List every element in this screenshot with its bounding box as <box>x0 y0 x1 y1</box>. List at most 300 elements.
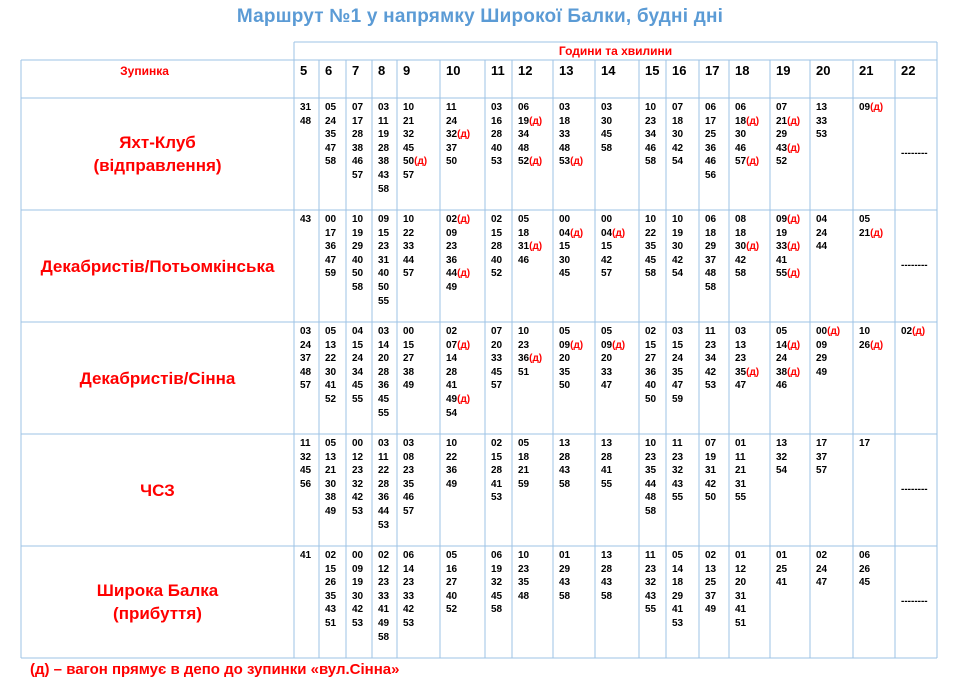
departure-cell <box>859 213 883 240</box>
departure-minute: 15 <box>559 241 571 253</box>
departure-cell <box>735 437 746 505</box>
departure-minute: 33 <box>491 353 503 365</box>
departure-minute: 37 <box>705 254 717 266</box>
departure-minute: 21 <box>325 465 337 477</box>
departure-minute: 19 <box>705 451 717 463</box>
departure-minute: 23 <box>705 339 717 351</box>
departure-minute <box>446 213 470 227</box>
departure-minute <box>446 128 470 142</box>
departure-cell <box>559 549 570 603</box>
departure-minute: 05 <box>601 326 613 337</box>
minute-value: 44 <box>446 268 458 280</box>
departure-minute: 27 <box>446 577 458 589</box>
hour-header-5: 5 <box>300 63 308 78</box>
departure-minute: 25 <box>776 563 788 575</box>
departure-minute: 43 <box>378 169 390 181</box>
departure-minute: 02 <box>816 550 828 561</box>
departure-minute: 58 <box>645 268 657 280</box>
departure-minute: 02 <box>378 550 390 561</box>
departure-minute: 10 <box>859 326 871 337</box>
depot-marker: (д) <box>529 353 543 365</box>
departure-minute: 34 <box>705 353 717 365</box>
departure-cell <box>645 325 656 407</box>
departure-cell <box>518 437 529 491</box>
departure-cell <box>325 437 336 519</box>
departure-minute <box>901 325 925 339</box>
departure-minute: 32 <box>352 478 364 490</box>
departure-minute: 07 <box>672 102 684 113</box>
departure-minute: 40 <box>378 268 390 280</box>
departure-minute: 15 <box>352 339 364 351</box>
departure-minute: 48 <box>705 268 717 280</box>
depot-marker: (д) <box>787 241 801 253</box>
departure-minute: 46 <box>352 156 364 168</box>
departure-minute: 23 <box>645 115 657 127</box>
departure-minute: 37 <box>705 590 717 602</box>
departure-minute: 26 <box>859 563 871 575</box>
departure-minute: 15 <box>672 339 684 351</box>
departure-minute: 02 <box>325 550 337 561</box>
departure-minute: 58 <box>601 590 613 602</box>
departure-minute: 42 <box>705 366 717 378</box>
departure-minute <box>859 339 883 353</box>
departure-minute: 19 <box>672 227 684 239</box>
minute-value: 38 <box>776 366 788 378</box>
departure-cell <box>352 213 363 295</box>
departure-cell <box>645 101 656 169</box>
departure-minute: 49 <box>446 478 458 490</box>
departure-minute: 02 <box>491 438 503 449</box>
departure-minute: 05 <box>559 326 571 337</box>
departure-minute: 58 <box>325 156 337 168</box>
departure-minute: 51 <box>325 617 337 629</box>
departure-cell <box>705 101 716 183</box>
departure-minute <box>518 240 542 254</box>
departure-minute: 29 <box>352 241 364 253</box>
depot-marker: (д) <box>870 227 884 239</box>
departure-cell <box>403 325 414 393</box>
departure-minute: 48 <box>300 115 312 127</box>
departure-minute: 57 <box>352 169 364 181</box>
hour-header-12: 12 <box>518 63 533 78</box>
departure-cell <box>352 437 363 519</box>
departure-minute: 55 <box>672 492 684 504</box>
departure-minute: 13 <box>559 438 571 449</box>
departure-minute: 03 <box>559 102 571 113</box>
departure-minute <box>859 227 883 241</box>
empty-cell-marker: -------- <box>901 596 928 607</box>
depot-marker: (д) <box>746 241 760 253</box>
departure-minute: 28 <box>378 142 390 154</box>
departure-minute: 20 <box>601 353 613 365</box>
departure-minute: 10 <box>645 214 657 225</box>
departure-minute: 20 <box>735 577 747 589</box>
departure-minute: 22 <box>403 227 415 239</box>
departure-minute: 57 <box>491 380 503 392</box>
departure-minute: 21 <box>403 115 415 127</box>
departure-minute: 14 <box>672 563 684 575</box>
departure-minute: 09 <box>378 214 390 225</box>
departure-minute: 01 <box>735 438 747 449</box>
departure-cell <box>491 437 502 505</box>
departure-minute: 13 <box>816 102 828 113</box>
departure-cell <box>816 437 827 478</box>
departure-minute: 44 <box>403 254 415 266</box>
depot-marker: (д) <box>457 268 471 280</box>
departure-minute: 42 <box>403 604 415 616</box>
hour-header-14: 14 <box>601 63 616 78</box>
departure-minute: 07 <box>491 326 503 337</box>
depot-marker: (д) <box>827 326 841 337</box>
departure-cell <box>735 325 759 393</box>
departure-minute: 59 <box>325 268 337 280</box>
departure-minute: 45 <box>491 590 503 602</box>
departure-minute: 57 <box>403 169 415 181</box>
departure-minute: 30 <box>672 129 684 141</box>
departure-minute: 05 <box>325 438 337 449</box>
departure-minute <box>518 352 542 366</box>
departure-minute: 23 <box>645 451 657 463</box>
departure-cell <box>645 549 656 617</box>
departure-minute: 41 <box>491 478 503 490</box>
departure-minute: 53 <box>491 156 503 168</box>
departure-cell <box>403 549 414 631</box>
departure-minute: 06 <box>705 214 717 225</box>
minute-value: 53 <box>559 156 571 168</box>
hour-header-21: 21 <box>859 63 874 78</box>
departure-minute: 23 <box>518 563 530 575</box>
departure-minute: 46 <box>776 380 788 392</box>
departure-minute <box>601 339 625 353</box>
departure-minute: 23 <box>672 451 684 463</box>
departure-minute: 29 <box>672 590 684 602</box>
departure-cell <box>378 213 389 308</box>
departure-minute: 03 <box>491 102 503 113</box>
departure-minute: 47 <box>672 380 684 392</box>
departure-minute: 33 <box>403 241 415 253</box>
departure-minute: 40 <box>491 254 503 266</box>
departure-minute: 57 <box>601 268 613 280</box>
departure-cell <box>601 437 612 491</box>
departure-cell <box>378 549 389 644</box>
departure-cell <box>672 213 683 281</box>
depot-marker: (д) <box>570 339 584 351</box>
departure-minute: 42 <box>352 604 364 616</box>
departure-minute: 24 <box>672 353 684 365</box>
departure-minute: 53 <box>403 617 415 629</box>
departure-minute: 35 <box>518 577 530 589</box>
departure-minute: 32 <box>776 451 788 463</box>
departure-cell <box>491 101 502 169</box>
departure-minute: 19 <box>352 227 364 239</box>
departure-minute: 28 <box>352 129 364 141</box>
departure-minute: 47 <box>735 380 747 392</box>
departure-minute: 15 <box>491 451 503 463</box>
departure-minute: 17 <box>705 115 717 127</box>
departure-cell <box>901 325 925 339</box>
departure-cell <box>601 325 625 393</box>
departure-cell <box>859 437 870 451</box>
departure-minute: 31 <box>735 590 747 602</box>
departure-minute: 58 <box>559 478 571 490</box>
departure-minute: 53 <box>352 505 364 517</box>
departure-minute: 19 <box>378 129 390 141</box>
departure-minute: 48 <box>559 142 571 154</box>
departure-minute: 41 <box>735 604 747 616</box>
departure-minute: 43 <box>672 478 684 490</box>
departure-minute: 46 <box>735 142 747 154</box>
departure-minute: 58 <box>352 281 364 293</box>
departure-minute: 56 <box>300 478 312 490</box>
minute-value: 30 <box>735 241 747 253</box>
departure-minute: 30 <box>559 254 571 266</box>
departure-minute: 59 <box>518 478 530 490</box>
departure-minute <box>559 155 583 169</box>
stop-name-line: Широка Балка <box>96 581 219 600</box>
departure-minute: 42 <box>672 254 684 266</box>
hour-header-13: 13 <box>559 63 574 78</box>
departure-minute: 22 <box>325 353 337 365</box>
departure-minute: 33 <box>403 590 415 602</box>
departure-minute: 13 <box>735 339 747 351</box>
departure-minute: 45 <box>403 142 415 154</box>
departure-minute: 16 <box>446 563 458 575</box>
departure-minute: 30 <box>352 590 364 602</box>
departure-minute: 53 <box>378 519 390 531</box>
minute-value: 49 <box>446 393 458 405</box>
departure-cell <box>300 549 311 563</box>
minute-value: 43 <box>776 142 788 154</box>
departure-cell <box>672 437 683 505</box>
departure-minute: 43 <box>300 214 312 225</box>
minute-value: 35 <box>735 366 747 378</box>
depot-marker: (д) <box>912 326 926 337</box>
departure-minute: 21 <box>735 465 747 477</box>
departure-minute: 55 <box>352 393 364 405</box>
departure-minute: 03 <box>378 102 390 113</box>
departure-minute: 18 <box>518 451 530 463</box>
departure-minute: 28 <box>491 129 503 141</box>
departure-minute: 58 <box>645 156 657 168</box>
depot-marker: (д) <box>787 268 801 280</box>
departure-minute: 05 <box>518 438 530 449</box>
departure-minute: 55 <box>735 492 747 504</box>
departure-minute: 15 <box>403 339 415 351</box>
departure-minute: 31 <box>705 465 717 477</box>
departure-minute: 14 <box>446 353 458 365</box>
departure-minute: 05 <box>325 326 337 337</box>
departure-cell <box>601 101 612 155</box>
departure-minute <box>446 339 470 353</box>
departure-minute: 55 <box>601 478 613 490</box>
departure-minute: 28 <box>601 451 613 463</box>
departure-minute: 02 <box>645 326 657 337</box>
hour-header-8: 8 <box>378 63 386 78</box>
departure-cell <box>518 325 542 379</box>
departure-minute: 10 <box>518 326 530 337</box>
departure-minute: 18 <box>672 115 684 127</box>
depot-marker: (д) <box>457 393 471 405</box>
minute-value: 19 <box>518 115 530 127</box>
departure-minute: 50 <box>559 380 571 392</box>
departure-minute: 00 <box>601 214 613 225</box>
departure-minute: 35 <box>645 465 657 477</box>
departure-minute: 52 <box>325 393 337 405</box>
departure-cell <box>446 213 470 295</box>
departure-minute: 11 <box>378 115 389 127</box>
departure-cell <box>300 101 311 128</box>
departure-cell <box>446 549 457 617</box>
departure-cell <box>300 213 311 227</box>
departure-minute: 58 <box>645 505 657 517</box>
departure-minute: 29 <box>816 353 828 365</box>
departure-cell <box>705 213 716 295</box>
departure-cell <box>378 101 389 196</box>
empty-cell-marker: -------- <box>901 148 928 159</box>
departure-minute: 13 <box>325 451 337 463</box>
minute-value: 55 <box>776 268 788 280</box>
departure-cell <box>816 325 840 379</box>
departure-minute: 58 <box>378 183 390 195</box>
departure-minute: 49 <box>325 505 337 517</box>
departure-cell <box>776 213 800 281</box>
departure-minute: 04 <box>352 326 364 337</box>
depot-marker: (д) <box>870 339 884 351</box>
departure-minute <box>559 227 583 241</box>
departure-minute: 13 <box>601 550 613 561</box>
departure-cell <box>352 549 363 631</box>
hour-header-11: 11 <box>491 63 505 78</box>
minute-value: 02 <box>446 214 458 225</box>
minute-value: 00 <box>816 326 828 337</box>
departure-minute: 32 <box>672 465 684 477</box>
departure-cell <box>776 101 800 169</box>
stop-name-line: ЧСЗ <box>140 480 175 500</box>
departure-minute: 15 <box>378 227 390 239</box>
departure-minute: 34 <box>645 129 657 141</box>
departure-minute: 24 <box>816 563 828 575</box>
stop-name <box>21 131 294 177</box>
departure-minute: 36 <box>645 366 657 378</box>
departure-minute <box>776 339 800 353</box>
departure-minute <box>816 325 840 339</box>
departure-cell <box>491 325 502 393</box>
departure-minute: 58 <box>705 281 717 293</box>
departure-minute: 00 <box>352 438 364 449</box>
departure-minute: 33 <box>601 366 613 378</box>
departure-minute: 11 <box>300 438 311 449</box>
departure-minute <box>735 115 759 129</box>
departure-minute: 47 <box>325 254 337 266</box>
departure-minute: 09 <box>446 227 458 239</box>
departure-cell <box>672 325 683 407</box>
departure-minute <box>446 267 470 281</box>
departure-minute: 23 <box>378 577 390 589</box>
minute-value: 33 <box>776 241 788 253</box>
departure-minute: 17 <box>859 438 871 449</box>
departure-minute: 58 <box>559 590 571 602</box>
empty-cell-marker: -------- <box>901 260 928 271</box>
minute-value: 57 <box>735 156 747 168</box>
departure-minute: 11 <box>378 451 389 463</box>
stop-column-header: Зупинка <box>120 64 169 78</box>
departure-minute: 48 <box>645 492 657 504</box>
departure-minute: 45 <box>601 129 613 141</box>
departure-minute: 16 <box>491 115 503 127</box>
departure-minute: 43 <box>645 590 657 602</box>
departure-minute: 36 <box>378 380 390 392</box>
departure-minute: 31 <box>735 478 747 490</box>
departure-minute: 20 <box>559 353 571 365</box>
departure-minute: 57 <box>403 505 415 517</box>
minute-value: 32 <box>446 129 458 141</box>
departure-minute: 47 <box>325 142 337 154</box>
departure-minute: 58 <box>491 604 503 616</box>
departure-cell <box>446 325 470 420</box>
departure-cell <box>645 437 656 519</box>
departure-minute: 41 <box>325 380 337 392</box>
departure-minute: 19 <box>776 227 788 239</box>
depot-marker: (д) <box>746 366 760 378</box>
departure-minute: 45 <box>491 366 503 378</box>
stop-name-line: Декабристів/Потьомкінська <box>40 256 275 276</box>
departure-minute: 57 <box>816 465 828 477</box>
departure-minute: 06 <box>491 550 503 561</box>
departure-minute: 23 <box>518 339 530 351</box>
hour-header-18: 18 <box>735 63 750 78</box>
departure-minute: 46 <box>645 142 657 154</box>
departure-minute: 28 <box>446 366 458 378</box>
departure-minute: 47 <box>601 380 613 392</box>
departure-minute: 33 <box>816 115 828 127</box>
departure-cell <box>491 213 502 281</box>
stop-name <box>21 367 294 390</box>
departure-minute: 48 <box>518 142 530 154</box>
departure-cell <box>776 437 787 478</box>
departure-minute: 51 <box>735 617 747 629</box>
departure-cell <box>325 549 336 631</box>
departure-minute: 12 <box>735 563 747 575</box>
departure-minute <box>601 227 625 241</box>
departure-minute: 00 <box>559 214 571 225</box>
hour-header-19: 19 <box>776 63 791 78</box>
depot-marker: (д) <box>787 366 801 378</box>
depot-marker: (д) <box>570 156 584 168</box>
departure-minute: 42 <box>672 142 684 154</box>
departure-cell <box>559 213 583 281</box>
depot-marker: (д) <box>787 214 801 225</box>
departure-minute: 14 <box>403 563 415 575</box>
departure-minute: 24 <box>446 115 458 127</box>
departure-minute: 06 <box>403 550 415 561</box>
departure-minute: 13 <box>705 563 717 575</box>
departure-cell <box>672 549 683 631</box>
depot-marker: (д) <box>457 214 471 225</box>
departure-minute: 15 <box>491 227 503 239</box>
departure-minute: 47 <box>816 577 828 589</box>
departure-minute: 02 <box>705 550 717 561</box>
departure-minute: 49 <box>403 380 415 392</box>
departure-minute: 05 <box>672 550 684 561</box>
departure-minute: 10 <box>518 550 530 561</box>
departure-minute: 18 <box>518 227 530 239</box>
departure-cell <box>446 101 470 169</box>
departure-minute: 03 <box>300 326 312 337</box>
departure-minute: 20 <box>491 339 503 351</box>
departure-minute: 37 <box>816 451 828 463</box>
departure-cell <box>816 101 827 142</box>
departure-minute: 40 <box>352 254 364 266</box>
